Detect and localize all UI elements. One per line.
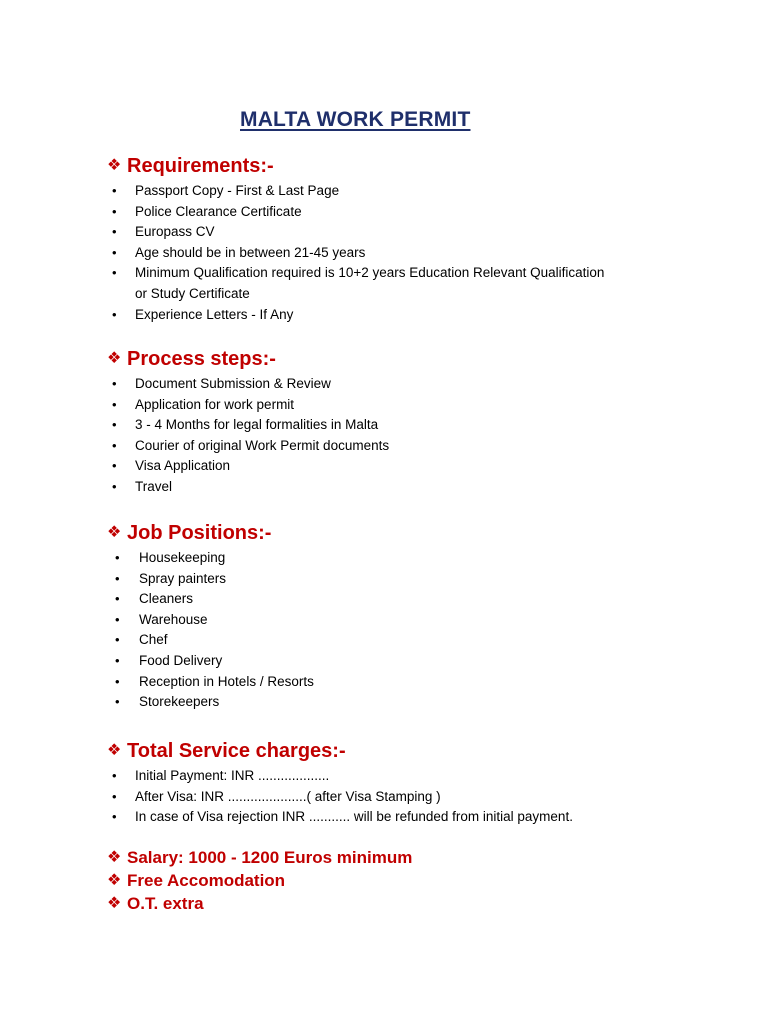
list-item: • Initial Payment: INR ................... xyxy=(107,766,573,787)
charges-list xyxy=(107,766,573,828)
diamond-bullet-icon: ❖ xyxy=(107,742,122,759)
process-heading-text: Process steps:- xyxy=(127,348,276,370)
requirements-section xyxy=(107,153,607,325)
process-section xyxy=(107,346,389,498)
list-item: • Minimum Qualification required is 10+2 years Education Relevant Qualification or Study Certificate xyxy=(107,263,607,304)
list-item: • After Visa: INR .....................( after Visa Stamping ) xyxy=(107,787,573,808)
overtime-line: ❖ O.T. extra xyxy=(107,894,204,913)
salary-line: ❖ Salary: 1000 - 1200 Euros minimum xyxy=(107,848,413,867)
list-item: • Visa Application xyxy=(107,456,389,477)
list-item: • Housekeeping xyxy=(107,548,314,569)
accommodation-line: ❖ Free Accomodation xyxy=(107,871,286,890)
diamond-bullet-icon: ❖ xyxy=(107,894,122,912)
list-item: • Cleaners xyxy=(107,589,314,610)
list-item: • Travel xyxy=(107,477,389,498)
list-item: • Chef xyxy=(107,630,314,651)
diamond-bullet-icon: ❖ xyxy=(107,871,122,889)
list-item: • Reception in Hotels / Resorts xyxy=(107,672,314,693)
charges-section xyxy=(107,738,573,828)
list-item: • Age should be in between 21-45 years xyxy=(107,243,607,264)
page-title: MALTA WORK PERMIT xyxy=(240,108,471,131)
diamond-bullet-icon: ❖ xyxy=(107,157,122,174)
list-item: • Document Submission & Review xyxy=(107,374,389,395)
jobs-heading-text: Job Positions:- xyxy=(127,522,272,544)
jobs-heading xyxy=(107,520,314,546)
diamond-bullet-icon: ❖ xyxy=(107,524,122,541)
charges-heading-text: Total Service charges:- xyxy=(127,740,346,762)
list-item: • Passport Copy - First & Last Page xyxy=(107,181,607,202)
list-item: • 3 - 4 Months for legal formalities in Malta xyxy=(107,415,389,436)
list-item: • Storekeepers xyxy=(107,692,314,713)
jobs-section xyxy=(107,520,314,713)
jobs-list xyxy=(107,548,314,713)
list-item: • In case of Visa rejection INR ........... will be refunded from initial payment. xyxy=(107,807,573,828)
diamond-bullet-icon: ❖ xyxy=(107,848,122,866)
list-item: • Spray painters xyxy=(107,569,314,590)
diamond-bullet-icon: ❖ xyxy=(107,350,122,367)
process-heading xyxy=(107,346,389,372)
requirements-list xyxy=(107,181,607,325)
list-item: • Application for work permit xyxy=(107,395,389,416)
list-item: • Courier of original Work Permit documents xyxy=(107,436,389,457)
list-item: • Experience Letters - If Any xyxy=(107,305,607,326)
process-list xyxy=(107,374,389,498)
list-item: • Warehouse xyxy=(107,610,314,631)
benefits-section xyxy=(107,846,412,915)
list-item: • Food Delivery xyxy=(107,651,314,672)
requirements-heading xyxy=(107,153,607,179)
list-item: • Europass CV xyxy=(107,222,607,243)
list-item: • Police Clearance Certificate xyxy=(107,202,607,223)
requirements-heading-text: Requirements:- xyxy=(127,155,274,177)
charges-heading xyxy=(107,738,573,764)
